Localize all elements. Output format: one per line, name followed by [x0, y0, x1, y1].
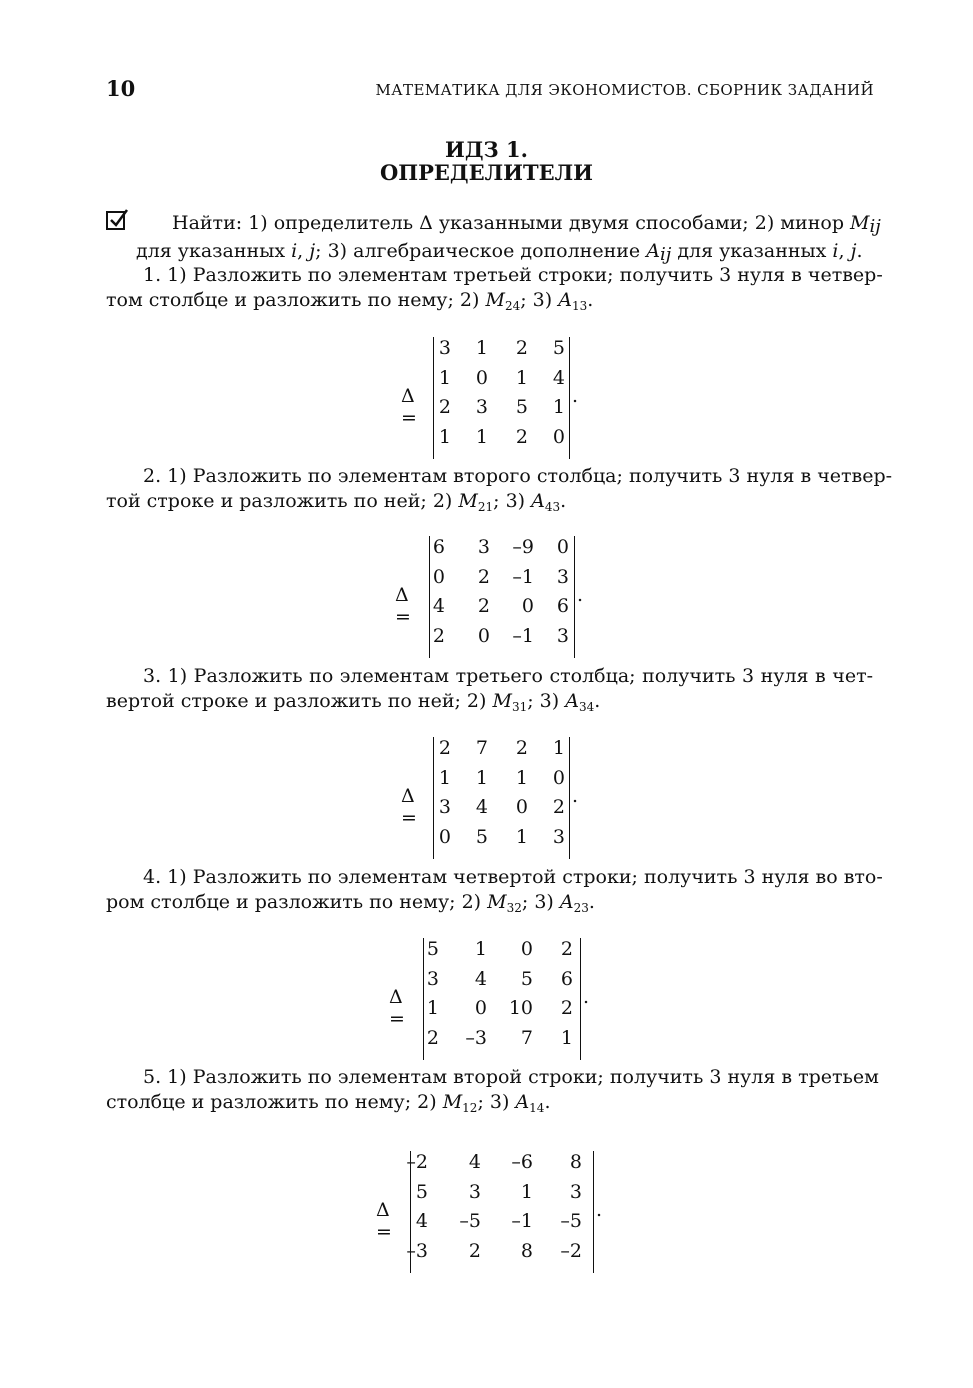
matrix-cell: 10 [508, 997, 533, 1019]
task-2-text [106, 464, 893, 514]
task-line-2: столбце и разложить по нему; 2) $M_{12}$; 3) $A_{14}$. [106, 1091, 551, 1115]
matrix-cell: 1 [474, 938, 487, 960]
matrix-cell: 5 [515, 396, 528, 418]
matrix-cell: 5 [552, 337, 565, 359]
matrix-cell: 2 [432, 624, 445, 647]
matrix-cell: –1 [511, 1210, 533, 1232]
matrix-cell: 2 [515, 337, 528, 359]
matrix-cell: 0 [521, 595, 534, 617]
intro-paragraph [106, 211, 881, 267]
matrix-cell: 2 [438, 396, 451, 418]
matrix-cell: 3 [569, 1180, 582, 1203]
matrix-cell: 3 [438, 796, 451, 818]
task-4-text [106, 865, 883, 915]
page-number: 10 [106, 76, 136, 101]
delta-label: Δ = [389, 986, 405, 1030]
matrix-cell: 2 [426, 1026, 439, 1049]
matrix-cell: 3 [468, 1180, 481, 1203]
matrix-cell: 4 [552, 366, 565, 389]
matrix-cell: 2 [560, 997, 573, 1019]
matrix-cell: 2 [477, 565, 490, 588]
matrix-cell: 1 [515, 825, 528, 848]
matrix-cell: 0 [520, 938, 533, 960]
matrix-cell: 2 [438, 737, 451, 759]
matrix-cell: 8 [569, 1151, 582, 1173]
task-line-1: 1. 1) Разложить по элементам третьей строки; получить 3 нуля в четвер- [143, 264, 883, 286]
matrix-cell: 3 [556, 565, 569, 588]
intro-line-2: для указанных i, j; 3) алгебраическое дополнение Aij для указанных i, j. [136, 240, 863, 265]
matrix-cell: 0 [556, 536, 569, 558]
matrix-cell: –1 [512, 624, 534, 647]
matrix-cell: 3 [438, 337, 451, 359]
matrix-cell: –2 [560, 1239, 582, 1262]
matrix-cell: 4 [468, 1151, 481, 1173]
matrix-cell: 2 [560, 938, 573, 960]
matrix-cell: –5 [459, 1210, 481, 1232]
determinant-period: . [583, 986, 590, 1008]
matrix-cell: 6 [556, 595, 569, 617]
task-line-2: ром столбце и разложить по нему; 2) $M_{32}$; 3) $A_{23}$. [106, 891, 595, 915]
matrix-cell: 3 [475, 396, 488, 418]
matrix-cell: 1 [438, 766, 451, 789]
matrix-cell: –5 [560, 1210, 582, 1232]
determinant-period: . [572, 785, 579, 807]
delta-label: Δ = [401, 385, 417, 429]
matrix-cell: 2 [468, 1239, 481, 1262]
matrix-cell: 1 [475, 425, 488, 448]
matrix-cell: 6 [432, 536, 445, 558]
matrix-cell: 6 [560, 967, 573, 990]
delta-label: Δ = [376, 1199, 392, 1243]
task-line-2: той строке и разложить по ней; 2) $M_{21}$; 3) $A_{43}$. [106, 490, 567, 514]
matrix-cell: 7 [520, 1026, 533, 1049]
intro-line-1: Найти: 1) определитель Δ указанными двумя способами; 2) минор Mij [172, 212, 881, 237]
matrix-cell: 4 [474, 967, 487, 990]
matrix-cell: –1 [512, 565, 534, 588]
matrix-cell: 1 [552, 396, 565, 418]
matrix-cell: 1 [426, 997, 439, 1019]
matrix-cell: 0 [552, 766, 565, 789]
task-3-text [106, 664, 873, 714]
matrix-cell: 3 [556, 624, 569, 647]
matrix-cell: –3 [465, 1026, 487, 1049]
matrix-cell: 0 [475, 366, 488, 389]
determinant-period: . [596, 1199, 603, 1221]
matrix-cell: 1 [438, 425, 451, 448]
matrix-cell: 8 [520, 1239, 533, 1262]
matrix-cell: 4 [415, 1210, 428, 1232]
task-line-1: 5. 1) Разложить по элементам второй строки; получить 3 нуля в третьем [143, 1066, 879, 1088]
task-1-text [106, 263, 883, 313]
task-line-1: 4. 1) Разложить по элементам четвертой строки; получить 3 нуля во вто- [143, 866, 883, 888]
matrix-cell: 0 [438, 825, 451, 848]
task-line-2: вертой строке и разложить по ней; 2) $M_{31}$; 3) $A_{34}$. [106, 690, 601, 714]
determinant-period: . [577, 584, 584, 606]
matrix-cell: 1 [475, 766, 488, 789]
matrix-cell: 1 [520, 1180, 533, 1203]
determinant-period: . [572, 385, 579, 407]
matrix-cell: 2 [477, 595, 490, 617]
delta-label: Δ = [401, 785, 417, 829]
matrix-cell: 1 [438, 366, 451, 389]
section-title-number: ИДЗ 1. [445, 137, 528, 162]
matrix-cell: 3 [477, 536, 490, 558]
matrix-cell: 0 [552, 425, 565, 448]
task-line-1: 3. 1) Разложить по элементам третьего столбца; получить 3 нуля в чет- [143, 665, 873, 687]
matrix-cell: 5 [475, 825, 488, 848]
task-5-text [106, 1065, 879, 1115]
matrix-cell: 4 [432, 595, 445, 617]
task-line-1: 2. 1) Разложить по элементам второго столбца; получить 3 нуля в четвер- [143, 465, 893, 487]
matrix-cell: 3 [552, 825, 565, 848]
task-line-2: том столбце и разложить по нему; 2) $M_{24}$; 3) $A_{13}$. [106, 289, 594, 313]
matrix-cell: 0 [515, 796, 528, 818]
matrix-cell: 0 [432, 565, 445, 588]
matrix-cell: 5 [426, 938, 439, 960]
matrix-cell: 1 [515, 766, 528, 789]
matrix-cell: 0 [474, 997, 487, 1019]
matrix-cell: 7 [475, 737, 488, 759]
matrix-cell: –9 [512, 536, 534, 558]
matrix-cell: 5 [415, 1180, 428, 1203]
matrix-cell: –3 [406, 1239, 428, 1262]
matrix-cell: 4 [475, 796, 488, 818]
matrix-cell: –6 [511, 1151, 533, 1173]
running-title: МАТЕМАТИКА ДЛЯ ЭКОНОМИСТОВ. СБОРНИК ЗАДАНИЙ [375, 81, 874, 99]
matrix-cell: 1 [560, 1026, 573, 1049]
delta-label: Δ = [395, 584, 411, 628]
matrix-cell: 0 [477, 624, 490, 647]
matrix-cell: 1 [552, 737, 565, 759]
matrix-cell: 2 [552, 796, 565, 818]
matrix-cell: 5 [520, 967, 533, 990]
section-title: ОПРЕДЕЛИТЕЛИ [379, 160, 594, 185]
matrix-cell: 2 [515, 737, 528, 759]
matrix-cell: 3 [426, 967, 439, 990]
matrix-cell: 1 [475, 337, 488, 359]
matrix-cell: –2 [406, 1151, 428, 1173]
matrix-cell: 2 [515, 425, 528, 448]
matrix-cell: 1 [515, 366, 528, 389]
